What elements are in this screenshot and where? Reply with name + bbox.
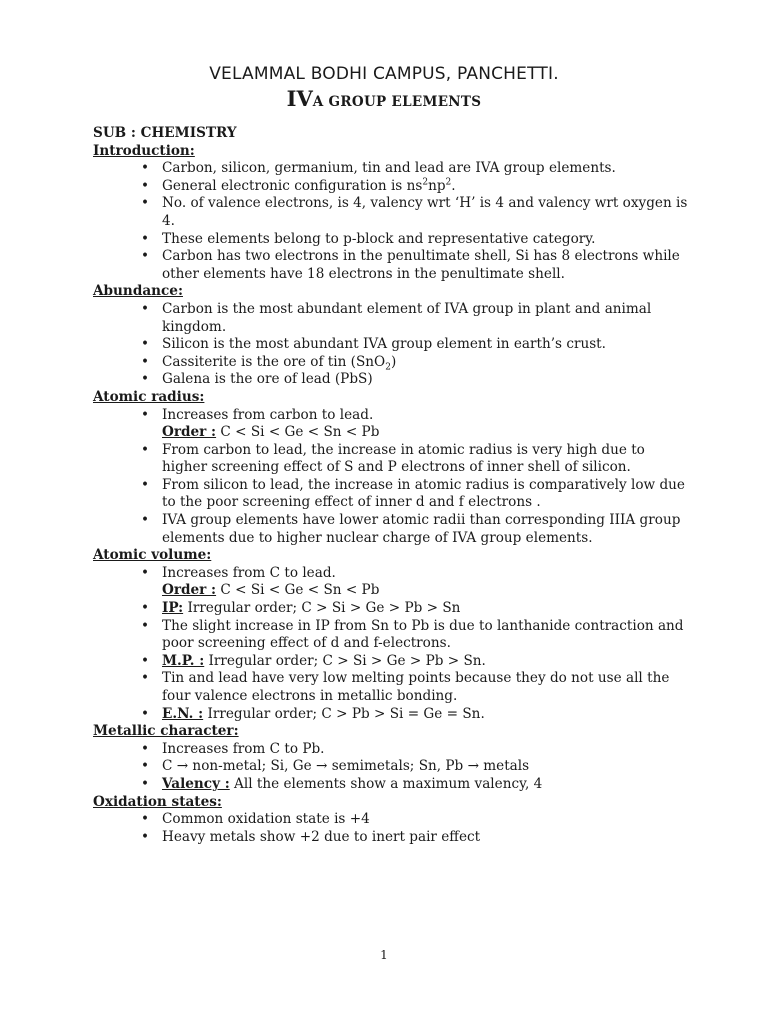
section-heading-atomic-volume: Atomic volume: — [93, 547, 212, 564]
list-item-text: These elements belong to p-block and representative category. — [162, 230, 596, 247]
list-item — [93, 741, 693, 759]
bullet-icon: • — [141, 476, 150, 493]
atomic-radius-list — [93, 407, 693, 548]
document-title — [0, 86, 768, 111]
list-item — [93, 160, 693, 178]
section-heading-metallic-character: Metallic character: — [93, 723, 239, 740]
bullet-icon: • — [141, 177, 150, 194]
list-item — [93, 758, 693, 776]
title-roman: IV — [286, 86, 313, 111]
list-item — [93, 248, 693, 283]
order-label: Order : — [162, 424, 217, 441]
bullet-icon: • — [141, 758, 150, 775]
page-number: 1 — [380, 948, 388, 962]
list-item — [93, 336, 693, 354]
list-item — [93, 442, 693, 477]
section-heading-abundance: Abundance: — [93, 283, 183, 300]
list-item — [93, 829, 693, 847]
list-item-text: IVA group elements have lower atomic radii than corresponding IIIA group elements due to higher nuclear charge of IVA group elements. — [162, 512, 681, 546]
order-line — [93, 582, 693, 600]
list-item-text: From silicon to lead, the increase in atomic radius is comparatively low due to the poor screening effect of inner d and f electrons . — [162, 476, 685, 511]
bullet-icon: • — [141, 775, 150, 792]
bullet-icon: • — [141, 705, 150, 722]
list-item — [93, 670, 693, 705]
list-item — [93, 231, 693, 249]
list-item-text: Carbon, silicon, germanium, tin and lead are IVA group elements. — [162, 160, 616, 177]
section-heading-atomic-radius: Atomic radius: — [93, 388, 205, 405]
list-item-text: Increases from C to lead. — [162, 564, 336, 581]
list-item-text: Increases from C to Pb. — [162, 740, 325, 757]
school-name: VELAMMAL BODHI CAMPUS, PANCHETTI. — [209, 64, 559, 84]
list-item — [93, 178, 693, 196]
list-item — [93, 195, 693, 230]
introduction-list — [93, 160, 693, 283]
bullet-icon: • — [141, 740, 150, 757]
atomic-volume-list — [93, 565, 693, 723]
abundance-list — [93, 301, 693, 389]
bullet-icon: • — [141, 652, 150, 669]
list-item — [93, 653, 693, 671]
bullet-icon: • — [141, 248, 150, 265]
list-item — [93, 354, 693, 372]
list-item — [93, 512, 693, 547]
ip-text: Irregular order; C > Si > Ge > Pb > Sn — [183, 600, 461, 617]
list-item-text: The slight increase in IP from Sn to Pb is due to lanthanide contraction and poor screening effect of d and f-electrons. — [162, 617, 684, 652]
bullet-icon: • — [141, 600, 150, 617]
list-item-text: Common oxidation state is +4 — [162, 811, 370, 828]
list-item — [93, 371, 693, 389]
en-label: E.N. : — [162, 705, 204, 722]
section-heading-oxidation-states: Oxidation states: — [93, 793, 222, 810]
bullet-icon: • — [141, 300, 150, 317]
bullet-icon: • — [141, 512, 150, 529]
title-text: A GROUP ELEMENTS — [312, 94, 482, 110]
mp-text: Irregular order; C > Si > Ge > Pb > Sn. — [204, 652, 486, 669]
oxidation-states-list — [93, 811, 693, 846]
bullet-icon: • — [141, 811, 150, 828]
order-label: Order : — [162, 582, 217, 599]
valency-text: All the elements show a maximum valency, 4 — [229, 775, 543, 792]
bullet-icon: • — [141, 195, 150, 212]
en-text: Irregular order; C > Pb > Si = Ge = Sn. — [203, 705, 485, 722]
bullet-icon: • — [141, 160, 150, 177]
section-heading-introduction: Introduction: — [93, 142, 195, 159]
list-item — [93, 565, 693, 583]
bullet-icon: • — [141, 617, 150, 634]
list-item — [93, 477, 693, 512]
order-text: C < Si < Ge < Sn < Pb — [216, 424, 380, 441]
metallic-character-list — [93, 741, 693, 794]
electronic-configuration-text: General electronic configuration is $ns^2np^2$. — [162, 177, 456, 194]
list-item-text: Silicon is the most abundant IVA group element in earth’s crust. — [162, 336, 606, 353]
list-item — [93, 407, 693, 425]
bullet-icon: • — [141, 371, 150, 388]
bullet-icon: • — [141, 441, 150, 458]
list-item — [93, 706, 693, 724]
order-line — [93, 424, 693, 442]
bullet-icon: • — [141, 230, 150, 247]
subject-line: SUB : CHEMISTRY — [93, 125, 237, 141]
list-item — [93, 301, 693, 336]
list-item — [93, 811, 693, 829]
list-item-text: Carbon is the most abundant element of IVA group in plant and animal kingdom. — [162, 300, 652, 335]
mp-label: M.P. : — [162, 652, 205, 669]
valency-label: Valency : — [162, 775, 230, 792]
bullet-icon: • — [141, 336, 150, 353]
bullet-icon: • — [141, 828, 150, 845]
list-item-text: Heavy metals show +2 due to inert pair effect — [162, 828, 481, 845]
bullet-icon: • — [141, 670, 150, 687]
ip-label: IP: — [162, 600, 184, 617]
list-item-text: From carbon to lead, the increase in atomic radius is very high due to higher screening effect of S and P electrons of inner shell of silicon. — [162, 441, 645, 476]
bullet-icon: • — [141, 406, 150, 423]
list-item-text: No. of valence electrons, is 4, valency wrt ‘H’ is 4 and valency wrt oxygen is 4. — [162, 195, 688, 229]
list-item-text: Carbon has two electrons in the penultimate shell, Si has 8 electrons while other elements have 18 electrons in the penultimate shell. — [162, 248, 680, 282]
list-item — [93, 600, 693, 618]
document-body — [93, 125, 693, 846]
bullet-icon: • — [141, 564, 150, 581]
order-text: C < Si < Ge < Sn < Pb — [216, 582, 380, 599]
cassiterite-text: Cassiterite is the ore of tin (SnO$_2$) — [162, 353, 397, 373]
list-item-text: Galena is the ore of lead (PbS) — [162, 371, 373, 388]
list-item — [93, 776, 693, 794]
list-item-text: Tin and lead have very low melting points because they do not use all the four valence electrons in metallic bonding. — [162, 670, 670, 704]
bullet-icon: • — [141, 353, 150, 370]
list-item-text: C → non-metal; Si, Ge → semimetals; Sn, Pb → metals — [162, 758, 530, 775]
list-item — [93, 618, 693, 653]
list-item-text: Increases from carbon to lead. — [162, 406, 374, 423]
